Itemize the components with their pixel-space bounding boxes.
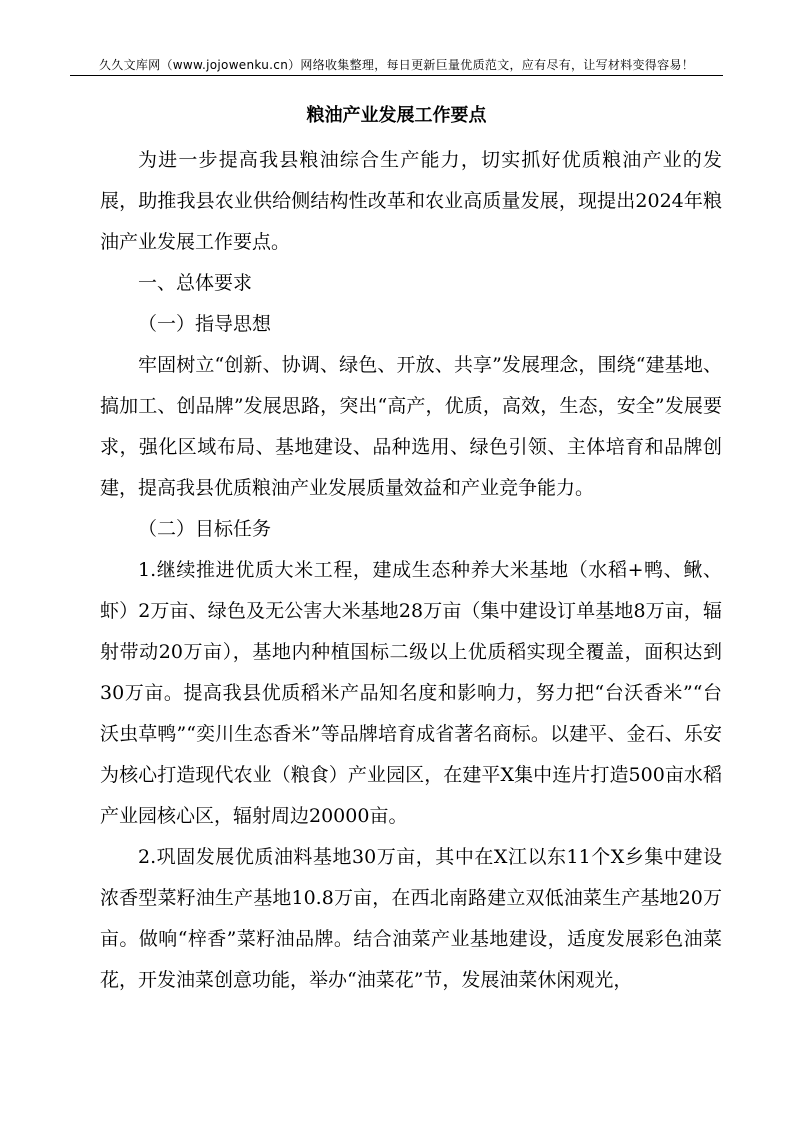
header-divider xyxy=(70,75,723,76)
paragraph-task-oil: 2.巩固发展优质油料基地30万亩，其中在X江以东11个X乡集中建设浓香型菜籽油生产基地10.8万亩，在西北南路建立双低油菜生产基地20万亩。做响“梓香”菜籽油品牌。结合油菜产业基地建设，适度发展彩色油菜花，开发油菜创意功能，举办“油菜花”节，发展油菜休闲观光， xyxy=(100,846,722,991)
page-header: 久久文库网（www.jojowenku.cn）网络收集整理，每日更新巨量优质范文，应有尽有，让写材料变得容易！ xyxy=(98,58,695,72)
paragraph-intro: 为进一步提高我县粮油综合生产能力，切实抓好优质粮油产业的发展，助推我县农业供给侧结构性改革和农业高质量发展，现提出2024年粮油产业发展工作要点。 xyxy=(100,149,722,253)
subsection-heading: （一）指导思想 xyxy=(138,313,272,335)
section-heading: 一、总体要求 xyxy=(138,272,253,294)
subsection-heading: （二）目标任务 xyxy=(138,518,272,540)
paragraph-guiding-thought: 牢固树立“创新、协调、绿色、开放、共享”发展理念，围绕“建基地、搞加工、创品牌”发展思路，突出“高产，优质，高效，生态，安全”发展要求，强化区域布局、基地建设、品种选用、绿色引领、主体培育和品牌创建，提高我县优质粮油产业发展质量效益和产业竞争能力。 xyxy=(100,354,722,499)
paragraph-task-rice: 1.继续推进优质大米工程，建成生态种养大米基地（水稻+鸭、鳅、虾）2万亩、绿色及无公害大米基地28万亩（集中建设订单基地8万亩，辐射带动20万亩），基地内种植国标二级以上优质稻实现全覆盖，面积达到30万亩。提高我县优质稻米产品知名度和影响力，努力把“台沃香米”“台沃虫草鸭”“奕川生态香米”等品牌培育成省著名商标。以建平、金石、乐安为核心打造现代农业（粮食）产业园区，在建平X集中连片打造500亩水稻产业园核心区，辐射周边20000亩。 xyxy=(100,559,722,827)
document-title: 粮油产业发展工作要点 xyxy=(306,105,487,126)
document-body xyxy=(100,140,722,1001)
